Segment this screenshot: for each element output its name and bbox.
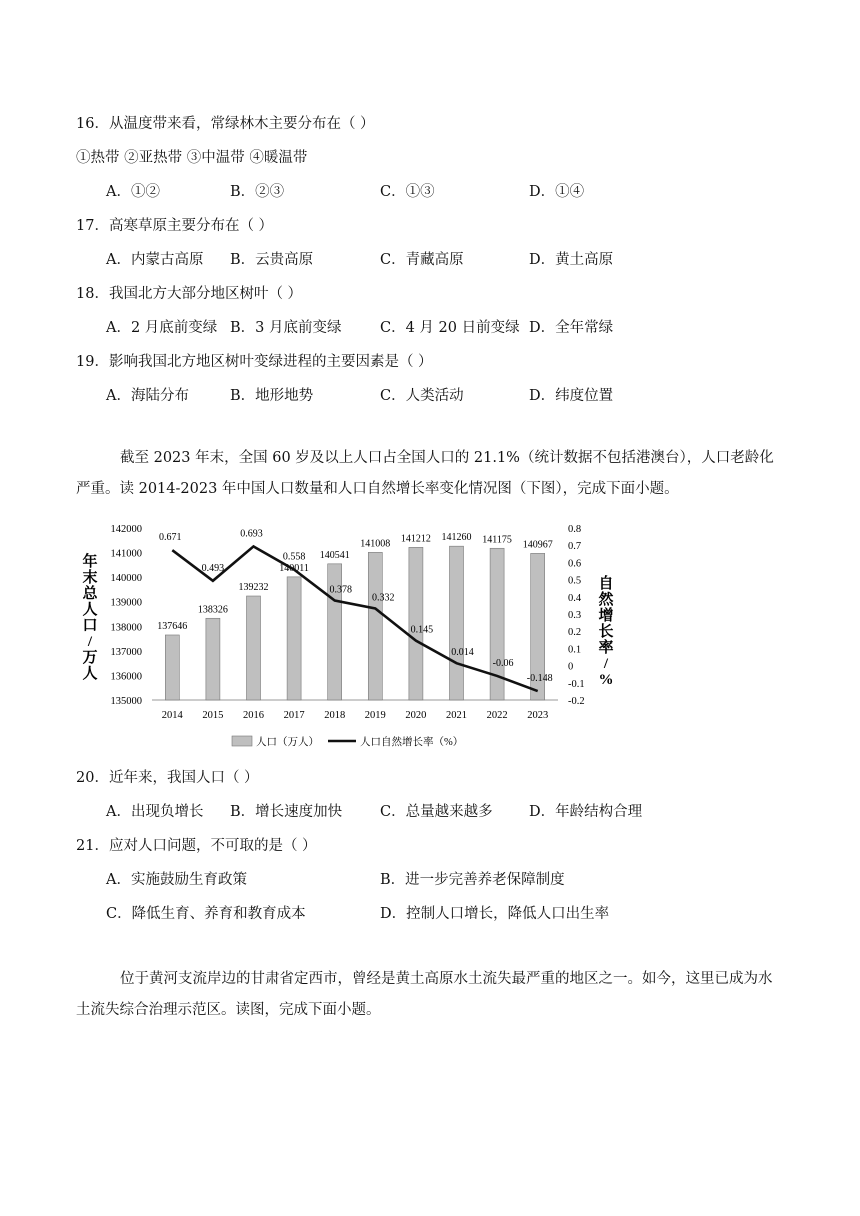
y-tick-right: 0.8 [568,524,582,535]
bar-label-2019: 141008 [360,538,391,550]
line-label-2014: 0.671 [159,532,182,544]
x-tick-2018: 2018 [324,710,346,721]
y-tick-right: 0.4 [568,592,582,604]
bar-label-2021: 141260 [441,532,472,544]
x-tick-2023: 2023 [527,710,549,721]
option-c[interactable]: C．①③ [380,184,435,200]
option-c[interactable]: C．降低生育、养育和教育成本 [106,906,306,922]
legend-bar-swatch [232,736,252,746]
bar-2015 [206,618,220,700]
y-axis-label-left-char: 总 [82,586,98,602]
line-label-2020: 0.145 [410,624,434,636]
y-axis-label-right-char: 率 [598,640,614,656]
option-d[interactable]: D．年龄结构合理 [529,804,643,820]
question-20: 20．近年来，我国人口（ ） [76,770,259,786]
y-tick-right: -0.2 [568,696,585,707]
bar-label-2022: 141175 [482,534,512,546]
y-tick-right: 0.1 [568,644,582,656]
line-label-2023: -0.148 [526,673,553,685]
bar-2017 [287,577,301,700]
legend [232,735,463,748]
y-axis-label-left-char: 口 [82,618,98,634]
y-tick-right: 0 [568,661,574,673]
y-tick-left: 138000 [110,622,142,634]
passage-soil-erosion: 位于黄河支流岸边的甘肃省定西市，曾经是黄土高原水土流失最严重的地区之一。如今，这里已成为水土流失综合治理示范区。读图，完成下面小题。 [76,971,773,1018]
x-tick-2021: 2021 [446,710,467,721]
line-label-2016: 0.693 [240,528,263,540]
y-tick-right: 0.6 [568,558,582,570]
y-axis-label-right-char: 增 [598,608,614,624]
option-b[interactable]: B．云贵高原 [230,252,314,268]
question-16-choices: ①热带 ②亚热带 ③中温带 ④暖温带 [76,150,308,166]
y-axis-label-left-char: 末 [82,570,98,586]
y-tick-left: 136000 [110,671,142,683]
bar-label-2014: 137646 [157,620,188,632]
x-tick-2015: 2015 [202,710,224,721]
bar-2021 [450,546,464,700]
y-axis-label-left-char: / [87,634,93,650]
y-axis-label-left-char: 年 [82,554,98,570]
question-18: 18．我国北方大部分地区树叶（ ） [76,286,303,302]
y-axis-label-left-char: 万 [82,650,98,666]
y-tick-right: 0.2 [568,627,582,639]
y-tick-right: 0.7 [568,541,582,553]
line-label-2017: 0.558 [282,551,306,563]
option-d[interactable]: D．控制人口增长，降低人口出生率 [380,906,610,922]
y-tick-left: 142000 [110,524,142,535]
y-tick-right: -0.1 [568,678,585,690]
line-label-2022: -0.06 [492,657,514,669]
option-c[interactable]: C．人类活动 [380,388,464,404]
y-axis-label-right-char: 然 [598,592,614,608]
option-d[interactable]: D．黄土高原 [529,252,614,268]
bar-2016 [247,596,261,700]
bar-label-2016: 139232 [238,582,269,594]
option-a[interactable]: A．2 月底前变绿 [106,320,218,336]
y-axis-label-right-char: 长 [598,624,614,640]
x-axis-ticks [162,710,548,721]
line-label-2015: 0.493 [201,562,225,574]
option-c[interactable]: C．青藏高原 [380,252,464,268]
passage-population: 截至 2023 年末，全国 60 岁及以上人口占全国人口的 21.1%（统计数据不包括港澳台），人口老龄化严重。读 2014-2023 年中国人口数量和人口自然增长率变化情况图（下图），完成下面小题。 [76,450,774,497]
question-19: 19．影响我国北方地区树叶变绿进程的主要因素是（ ） [76,354,433,370]
bar-label-2018: 140541 [319,549,350,561]
option-b[interactable]: B．3 月底前变绿 [230,320,342,336]
y-axis-label-left [82,552,98,682]
option-d[interactable]: D．①④ [529,184,585,200]
option-c[interactable]: C．4 月 20 日前变绿 [380,320,520,336]
y-tick-right: 0.3 [568,610,582,621]
y-tick-right: 0.5 [568,575,582,587]
y-axis-ticks-left [111,524,143,707]
y-axis-ticks-right [568,524,585,707]
option-d[interactable]: D．纬度位置 [529,388,614,404]
y-axis-label-right [598,574,614,688]
x-tick-2017: 2017 [283,710,305,721]
x-tick-2016: 2016 [243,710,264,721]
y-tick-left: 140000 [110,573,142,585]
option-b[interactable]: B．增长速度加快 [230,804,343,820]
legend-bar-label: 人口（万人） [256,737,319,748]
x-tick-2019: 2019 [364,710,386,721]
line-label-2019: 0.332 [372,592,395,604]
option-d[interactable]: D．全年常绿 [529,320,614,336]
line-label-2021: 0.014 [451,647,474,659]
x-tick-2014: 2014 [161,710,183,721]
x-tick-2022: 2022 [486,710,508,721]
line-label-2018: 0.378 [329,584,352,596]
y-tick-left: 139000 [110,597,142,609]
bar-label-2023: 140967 [522,539,553,551]
option-a[interactable]: A．①② [106,184,160,200]
question-16: 16．从温度带来看，常绿林木主要分布在（ ） [76,116,375,132]
question-17: 17．高寒草原主要分布在（ ） [76,218,274,234]
bar-2019 [368,552,382,700]
option-a[interactable]: A．实施鼓励生育政策 [106,872,247,888]
y-axis-label-right-char: 自 [598,576,614,592]
population-chart [76,518,636,758]
option-a[interactable]: A．海陆分布 [106,388,189,404]
option-a[interactable]: A．内蒙古高原 [106,252,204,268]
bar-label-2015: 138326 [197,604,228,616]
legend-line-label: 人口自然增长率（%） [360,737,464,748]
y-axis-label-left-char: 人 [82,666,98,682]
y-axis-label-right-char: / [603,656,609,672]
y-tick-left: 135000 [110,696,142,707]
option-b[interactable]: B．②③ [230,184,285,200]
y-axis-label-right-char: % [598,672,614,688]
bar-label-2020: 141212 [400,533,431,545]
option-b[interactable]: B．进一步完善养老保障制度 [380,872,565,888]
bar-label-2017: 140011 [279,562,309,574]
rate-line [172,546,537,691]
y-tick-left: 141000 [110,548,142,560]
y-axis-label-left-char: 人 [82,602,98,618]
x-tick-2020: 2020 [405,710,427,721]
option-b[interactable]: B．地形地势 [230,388,314,404]
option-c[interactable]: C．总量越来越多 [380,804,493,820]
option-a[interactable]: A．出现负增长 [106,804,204,820]
bar-2014 [165,635,179,700]
question-21: 21．应对人口问题，不可取的是（ ） [76,838,317,854]
y-tick-left: 137000 [110,646,142,658]
